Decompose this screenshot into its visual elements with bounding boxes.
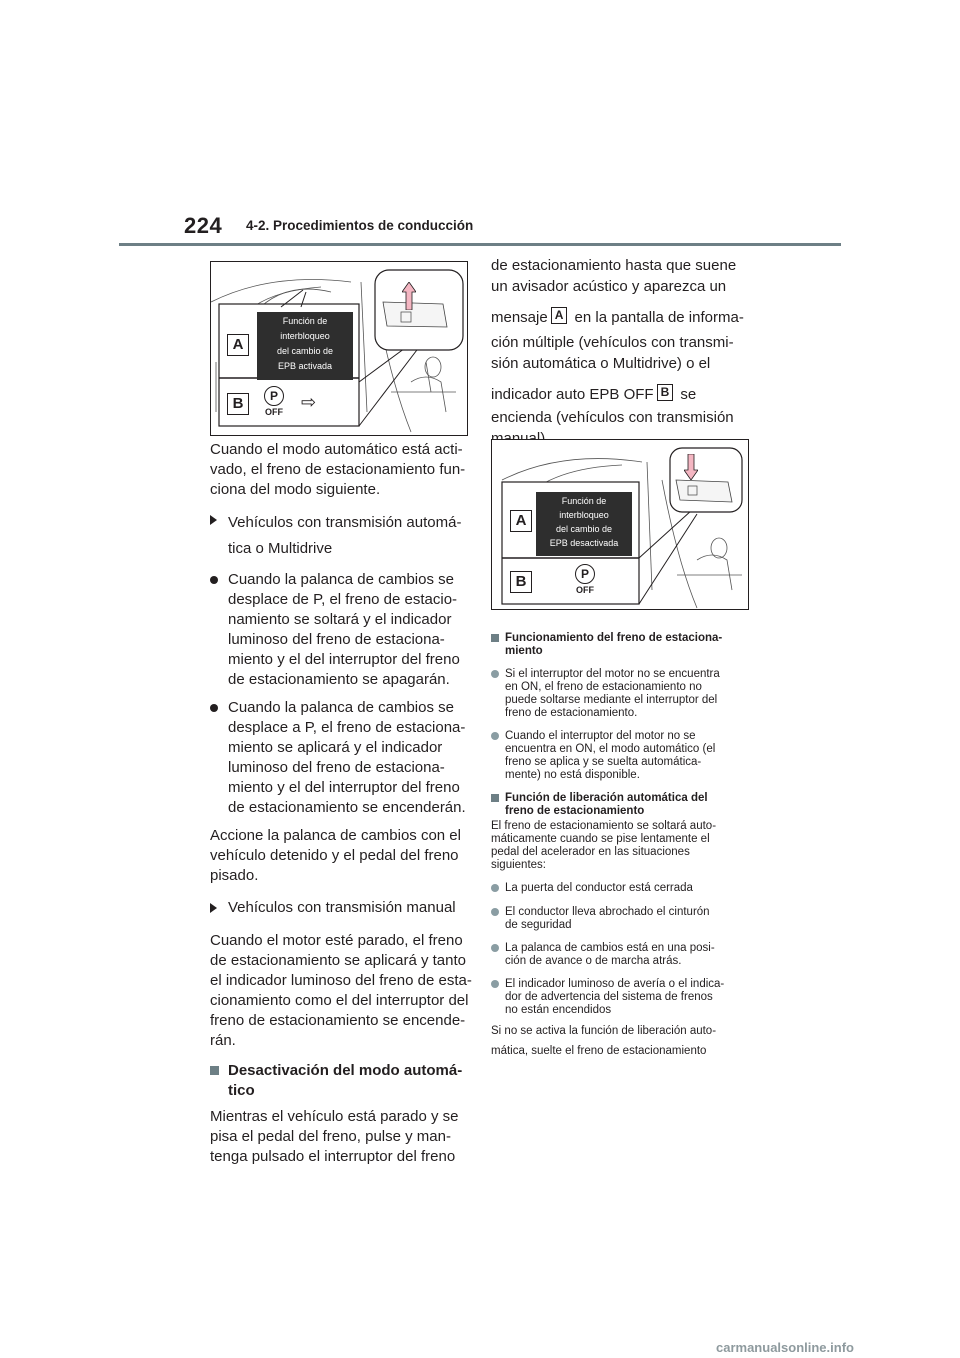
message-line: interbloqueo [280, 331, 330, 341]
text-line: miento y el del interruptor del freno [228, 651, 460, 668]
text-line: el indicador luminoso del freno de esta- [210, 972, 472, 989]
header-rule [119, 243, 841, 246]
subhead-manual [210, 898, 480, 919]
epb-auto-off-indicator-icon: P OFF [572, 564, 598, 598]
dot-bullet-icon [491, 906, 505, 932]
intro-text [210, 440, 480, 500]
text-line: un avisador acústico y aparezca un [491, 278, 727, 295]
message-line: interbloqueo [559, 510, 609, 520]
message-line: del cambio de [555, 524, 613, 534]
text-line: sión automática o Multidrive) o el [491, 355, 711, 372]
text-line: miento se aplicará y el indicador [228, 739, 443, 756]
right-column-text [491, 255, 761, 449]
lever-paragraph [210, 826, 480, 886]
text-line: de estacionamiento se aplicará y tanto [210, 952, 466, 969]
text-line: pedal del acelerador en las situaciones [491, 846, 690, 858]
note-item [491, 730, 756, 782]
epb-off-text: OFF [265, 407, 283, 417]
text-line: miento [505, 645, 543, 657]
dot-bullet-icon [491, 978, 505, 1017]
left-column [210, 440, 480, 1167]
text-line: de seguridad [505, 919, 572, 931]
dot-bullet-icon [210, 698, 228, 818]
text-line: Cuando la palanca de cambios se [228, 571, 454, 588]
message-line: EPB activada [277, 361, 333, 371]
message-line: Función de [282, 316, 328, 326]
text-line: cionamiento como el del interruptor del [210, 992, 469, 1009]
text-line: Mientras el vehículo está parado y se [210, 1108, 459, 1125]
square-bullet-icon [491, 632, 505, 658]
figure-epb-interlock-off [491, 439, 749, 610]
text-line: en la pantalla de informa- [574, 309, 744, 326]
section-title: 4-2. Procedimientos de conducción [246, 218, 474, 233]
text-line: mente) no está disponible. [505, 769, 640, 781]
text-line: de estacionamiento hasta que suene [491, 257, 737, 274]
note-item [491, 906, 756, 932]
triangle-bullet-icon [210, 898, 228, 919]
dot-bullet-icon [491, 730, 505, 782]
tag-a-box: A [551, 307, 568, 324]
text-line: tenga pulsado el interruptor del freno [210, 1148, 456, 1165]
up-arrow-icon [402, 282, 416, 310]
text-line: Si el interruptor del motor no se encuentra [505, 668, 720, 680]
text-line: Cuando el interruptor del motor no se [505, 730, 696, 742]
text-line: pisa el pedal del freno, pulse y man- [210, 1128, 451, 1145]
text-line: de estacionamiento se apagarán. [228, 671, 450, 688]
text-line: encuentra en ON, el modo automático (el [505, 743, 716, 755]
text-line: La palanca de cambios está en una posi- [505, 942, 715, 954]
dot-bullet-icon [491, 668, 505, 720]
tag-b-box: B [657, 384, 674, 401]
text-line: Cuando el motor esté parado, el freno [210, 932, 463, 949]
text-line: Función de liberación automática del [505, 792, 708, 804]
note-item [491, 978, 756, 1017]
note-heading-auto-release [491, 792, 756, 818]
page-number: 224 [184, 213, 223, 238]
text-line: El conductor lleva abrochado el cinturón [505, 906, 710, 918]
text-line: El indicador luminoso de avería o el indica- [505, 978, 725, 990]
text-line: se [680, 386, 697, 403]
label-b-box: B [227, 393, 249, 415]
text-line: Funcionamiento del freno de estaciona- [505, 632, 723, 644]
label-a-box: A [227, 334, 249, 356]
bullet-apply [210, 698, 480, 818]
text-line: tica o Multidrive [228, 540, 333, 557]
epb-auto-off-indicator-icon: P OFF [261, 386, 287, 420]
text-line: Accione la palanca de cambios con el [210, 827, 461, 844]
text-line: desplace a P, el freno de estaciona- [228, 719, 466, 736]
note-paragraph [491, 1021, 756, 1061]
text-line: indicador auto EPB OFF [491, 386, 654, 403]
text-line: Cuando el modo automático está acti- [210, 441, 463, 458]
arrow-right-icon: ⇨ [301, 392, 317, 412]
dot-bullet-icon [210, 570, 228, 690]
epb-off-text: OFF [576, 585, 594, 595]
manual-paragraph [210, 931, 480, 1051]
text-line: freno de estacionamiento. [505, 707, 638, 719]
bullet-release [210, 570, 480, 690]
text-line: Si no se activa la función de liberación auto- [491, 1025, 717, 1037]
text-line: pisado. [210, 867, 259, 884]
dot-bullet-icon [491, 942, 505, 968]
text-line: vado, el freno de estacionamiento fun- [210, 461, 466, 478]
triangle-bullet-icon [210, 510, 228, 562]
text-line: Vehículos con transmisión manual [228, 899, 456, 916]
message-line: Función de [561, 496, 607, 506]
text-line: ción de avance o de marcha atrás. [505, 955, 682, 967]
text-line: namiento se soltará y el indicador [228, 611, 452, 628]
note-item [491, 882, 756, 896]
text-line: Vehículos con transmisión automá- [228, 514, 462, 531]
note-heading-operation [491, 632, 756, 658]
text-line: ción múltiple (vehículos con transmi- [491, 334, 734, 351]
text-line: La puerta del conductor está cerrada [505, 882, 693, 894]
text-line: miento y el del interruptor del freno [228, 779, 460, 796]
text-line: luminoso del freno de estaciona- [228, 631, 445, 648]
note-item [491, 668, 756, 720]
indicador-line [491, 384, 761, 405]
text-line: en ON, el freno de estacionamiento no [505, 681, 702, 693]
text-line: de estacionamiento se encenderán. [228, 799, 466, 816]
figure-epb-interlock-on [210, 261, 468, 436]
multi-info-display-message [536, 492, 632, 556]
text-line: mática, suelte el freno de estacionamiento [491, 1045, 707, 1057]
multi-info-display-message [257, 312, 353, 380]
text-line: encienda (vehículos con transmisión [491, 409, 734, 426]
label-a-box: A [510, 510, 532, 532]
text-line: desplace de P, el freno de estacio- [228, 591, 458, 608]
text-line: rán. [210, 1032, 236, 1049]
dot-bullet-icon [491, 882, 505, 896]
text-line: freno de estacionamiento se encende- [210, 1012, 466, 1029]
message-line: del cambio de [276, 346, 334, 356]
footer-watermark-url[interactable]: carmanualsonline.info [716, 1340, 854, 1355]
notes-section [491, 632, 756, 1061]
text-line: tico [228, 1082, 255, 1099]
text-line: Desactivación del modo automá- [228, 1062, 463, 1079]
heading-deactivation [210, 1061, 480, 1101]
text-line: siguientes: [491, 859, 546, 871]
mensaje-line [491, 307, 761, 328]
text-line: freno de estacionamiento [505, 805, 645, 817]
label-b-box: B [510, 571, 532, 593]
square-bullet-icon [491, 792, 505, 818]
subhead-automatic [210, 510, 480, 562]
message-line: EPB desactivada [549, 538, 619, 548]
text-line: vehículo detenido y el pedal del freno [210, 847, 459, 864]
text-line: luminoso del freno de estaciona- [228, 759, 445, 776]
square-bullet-icon [210, 1061, 228, 1101]
text-line: no están encendidos [505, 1004, 612, 1016]
down-arrow-icon [684, 454, 698, 480]
text-line: freno se aplica y se suelta automática- [505, 756, 702, 768]
text-line: puede soltarse mediante el interruptor del [505, 694, 718, 706]
text-line: dor de advertencia del sistema de frenos [505, 991, 713, 1003]
text-line: ciona del modo siguiente. [210, 481, 381, 498]
text-line: mensaje [491, 309, 548, 326]
note-paragraph [491, 820, 756, 872]
text-line: máticamente cuando se pise lentamente el [491, 833, 710, 845]
note-item [491, 942, 756, 968]
text-line: El freno de estacionamiento se soltará auto- [491, 820, 717, 832]
text-line: Cuando la palanca de cambios se [228, 699, 454, 716]
deactivation-paragraph [210, 1107, 480, 1167]
